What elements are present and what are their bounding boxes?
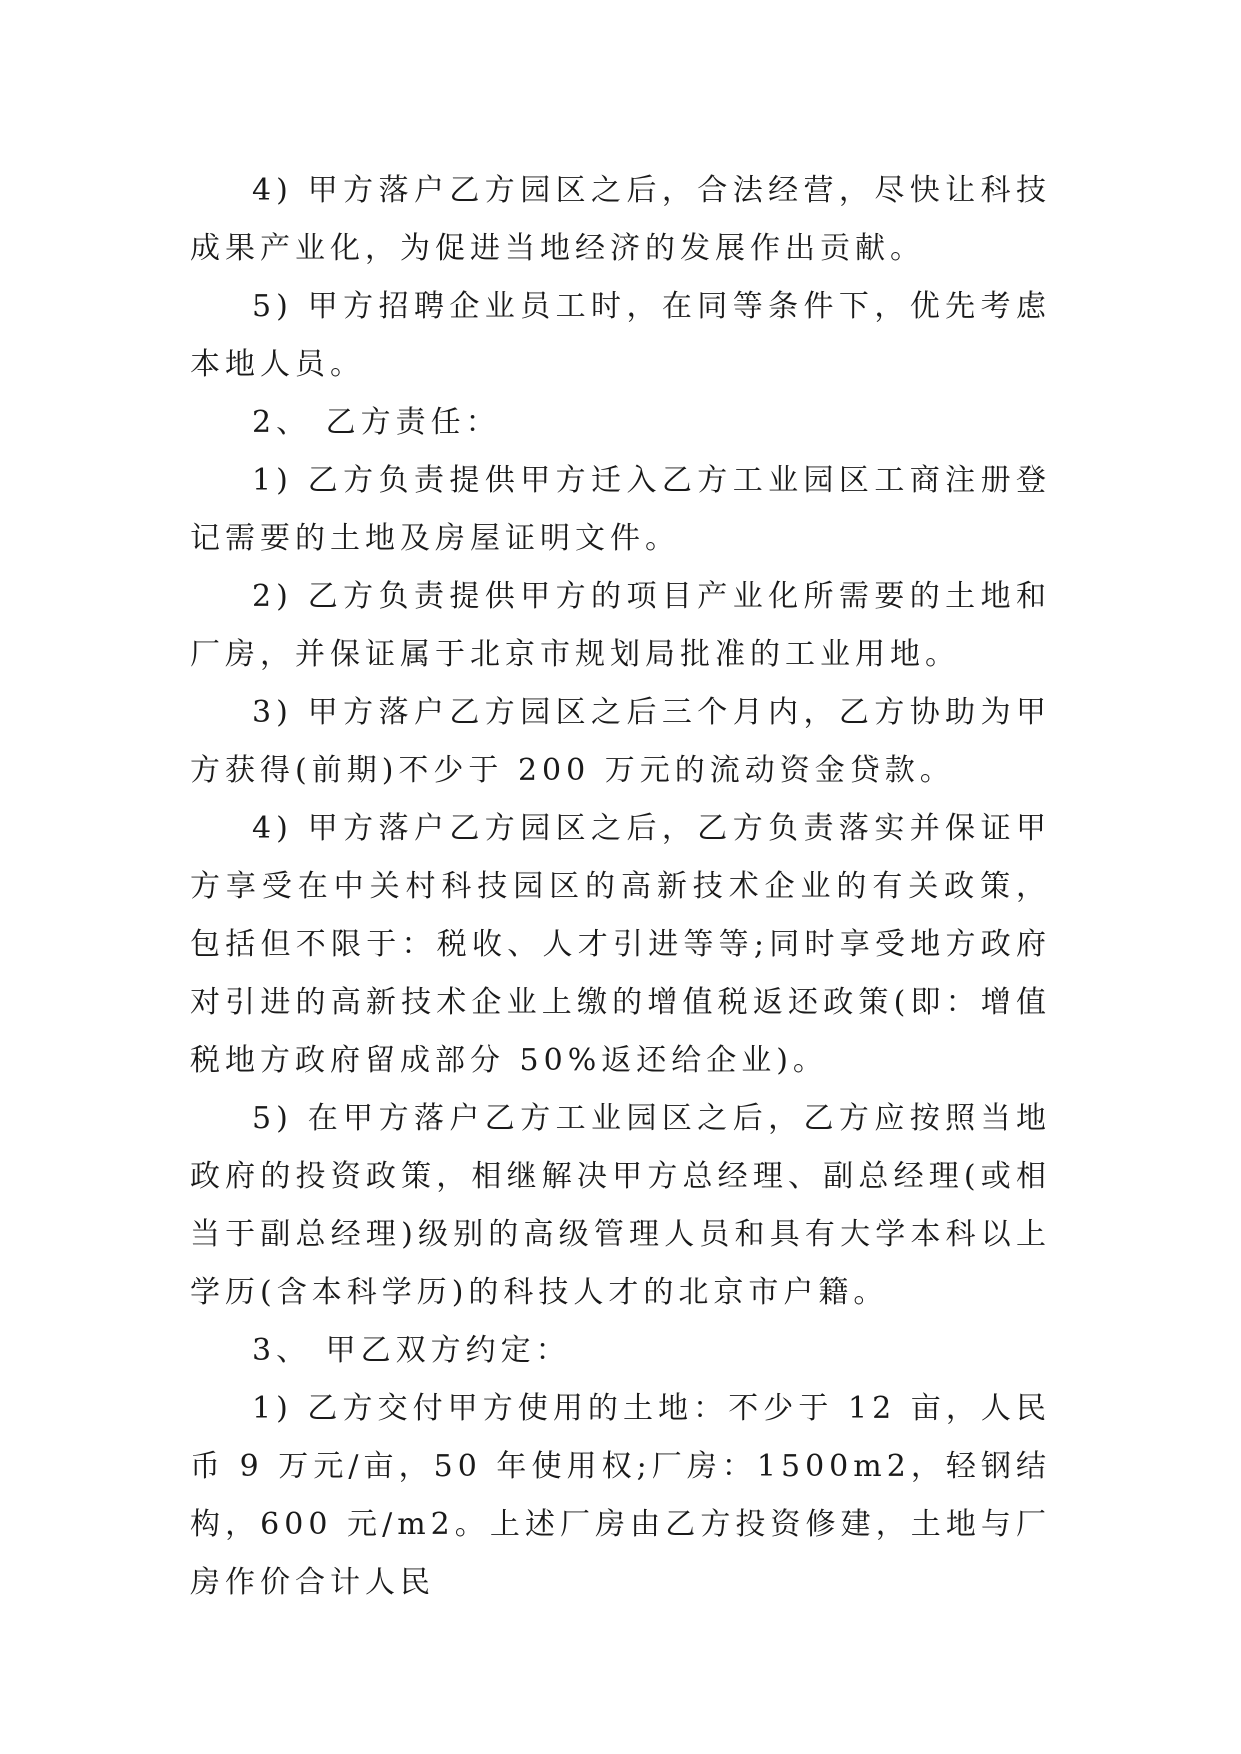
- heading-party-b-responsibilities: 2、 乙方责任：: [252, 405, 501, 440]
- paragraph-party-b-land: 2) 乙方负责提供甲方的项目产业化所需要的土地和厂房，并保证属于北京市规划局批准的工业用地。: [190, 579, 1051, 672]
- paragraph-party-a-hiring: 5) 甲方招聘企业员工时，在同等条件下，优先考虑本地人员。: [190, 289, 1051, 382]
- paragraph-party-b-policy: 4) 甲方落户乙方园区之后，乙方负责落实并保证甲方享受在中关村科技园区的高新技术企业的有关政策，包括但不限于：税收、人才引进等等;同时享受地方政府对引进的高新技术企业上缴的增值税返还政策(即：增值税地方政府留成部分 50%返还给企业)。: [190, 811, 1051, 1078]
- paragraph-party-b-documents: 1) 乙方负责提供甲方迁入乙方工业园区工商注册登记需要的土地及房屋证明文件。: [190, 463, 1051, 556]
- paragraph-party-b-loan: 3) 甲方落户乙方园区之后三个月内，乙方协助为甲方获得(前期)不少于 200 万元的流动资金贷款。: [190, 695, 1051, 788]
- paragraph-party-a-operation: 4) 甲方落户乙方园区之后，合法经营，尽快让科技成果产业化，为促进当地经济的发展作出贡献。: [190, 173, 1051, 266]
- paragraph-party-b-hukou: 5) 在甲方落户乙方工业园区之后，乙方应按照当地政府的投资政策，相继解决甲方总经理、副总经理(或相当于副总经理)级别的高级管理人员和具有大学本科以上学历(含本科学历)的科技人才的北京市户籍。: [190, 1101, 1051, 1310]
- heading-mutual-agreement: 3、 甲乙双方约定：: [252, 1333, 571, 1368]
- paragraph-land-factory-terms: 1) 乙方交付甲方使用的土地：不少于 12 亩，人民币 9 万元/亩，50 年使用权;厂房：1500m2，轻钢结构，600 元/m2。上述厂房由乙方投资修建，土地与厂房作价合计人民: [190, 1391, 1051, 1600]
